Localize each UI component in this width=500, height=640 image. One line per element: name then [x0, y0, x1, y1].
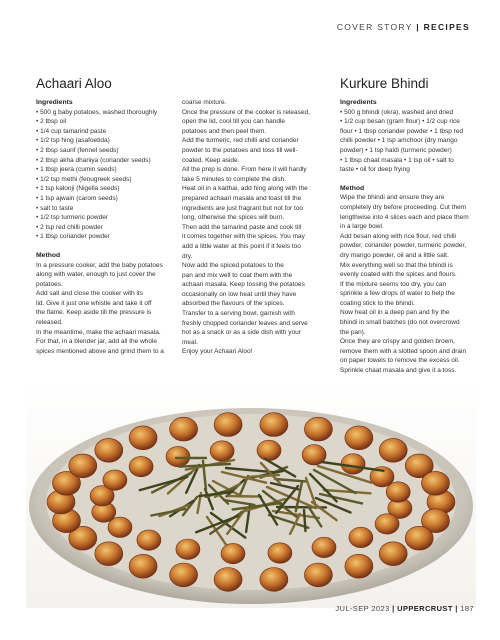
method-line: on paper towels to remove the excess oil.: [340, 357, 460, 365]
method-line: meal.: [182, 338, 198, 346]
method-line: All the prep is done. From here it will hardly: [182, 166, 307, 174]
method-line: Now heat oil in a deep pan and fry the: [340, 309, 450, 317]
potato: [103, 470, 127, 490]
potato: [69, 454, 97, 478]
method-line: evenly coated with the spices and flours.: [340, 271, 457, 279]
potato: [170, 417, 198, 441]
method-line: Wipe the bhindi and ensure they are: [340, 194, 445, 202]
section-separator: |: [416, 22, 420, 32]
method-line: take 5 minutes to complete the dish.: [182, 175, 287, 183]
food-photo: [26, 378, 476, 608]
potato: [349, 527, 373, 547]
potato: [304, 563, 332, 587]
potato: [375, 514, 399, 534]
magazine-name: UPPERCRUST: [397, 604, 453, 613]
ingredient-item: • salt to taste: [36, 204, 74, 212]
method-line: powder, coriander powder, turmeric powder,: [340, 242, 467, 250]
method-line: dry.: [182, 252, 193, 260]
ingredient-item: • 1 tsp kalonji (Nigella seeds): [36, 185, 120, 193]
potato: [137, 530, 161, 550]
ingredient-line: • 1/2 cup besan (gram flour) • 1/2 cup rice: [340, 118, 460, 126]
footer-separator: |: [455, 604, 458, 613]
ingredient-item: • 2 tbsp akha dhaniya (coriander seeds): [36, 156, 151, 164]
method-line: absorbed the flavours of the spices.: [182, 300, 285, 308]
issue-date: JUL-SEP 2023: [335, 604, 390, 613]
column-3: [340, 98, 480, 376]
ingredient-item: • 2 tbsp saunf (fennel seeds): [36, 146, 119, 154]
ingredient-line: flour • 1 tbsp coriander powder • 1 tbsp red: [340, 127, 464, 135]
bhindi-strip: [228, 496, 261, 497]
potato: [345, 426, 373, 450]
method-line: Add salt and close the cooker with its: [36, 290, 143, 298]
method-line: Add the turmeric, red chilli and coriander: [182, 137, 299, 145]
method-line: spices mentioned above and grind them to a: [36, 347, 164, 355]
method-line: If the mixture seems too dry, you can: [340, 280, 447, 288]
method-heading: Method: [36, 251, 61, 259]
ingredient-line: chilli powder • 1 tsp amchoor (dry mango: [340, 137, 458, 145]
method-line: lengthwise into 4 slices each and place them: [340, 213, 469, 221]
ingredient-item: • 2 tbsp oil: [36, 118, 67, 126]
ingredient-item: • 1 tsp ajwain (carom seeds): [36, 194, 118, 202]
method-line: completely dry before proceeding. Cut them: [340, 203, 467, 211]
page-footer: [335, 604, 474, 613]
method-line: Heat oil in a kadhai, add hing along with the: [182, 185, 308, 193]
potato: [166, 446, 190, 466]
ingredient-item: • 1/2 tsp hing (asafoetida): [36, 137, 110, 145]
ingredient-item: • 1/2 tsp methi (fenugreek seeds): [36, 175, 132, 183]
ingredient-line: taste • oil for deep frying: [340, 166, 410, 174]
method-line: long, otherwise the spices will burn.: [182, 214, 285, 222]
potato: [176, 539, 200, 559]
method-line: Now add the spiced potatoes to the: [182, 262, 284, 270]
section-tag: RECIPES: [423, 22, 470, 32]
recipe-title-kurkure-bhindi: Kurkure Bhindi: [340, 76, 429, 91]
potato: [422, 471, 450, 495]
method-line: freshly chopped coriander leaves and serve: [182, 319, 308, 327]
method-line: occasionally on low heat until they have: [182, 290, 297, 298]
method-line: open the lid, cool till you can handle: [182, 118, 285, 126]
method-line: coating stick to the bhindi.: [340, 299, 415, 307]
potato: [379, 438, 407, 462]
method-line: prepared achaari masala and toast till the: [182, 194, 302, 202]
method-line: coated. Keep aside.: [182, 156, 240, 164]
potato: [95, 542, 123, 566]
method-line: in a large bowl.: [340, 223, 384, 231]
ingredients-heading: Ingredients: [36, 99, 73, 106]
potato: [312, 537, 336, 557]
ingredient-line: • 1 tbsp chaat masala • 1 tsp oil • salt to: [340, 156, 454, 164]
method-line: Transfer to a serving bowl, garnish with: [182, 310, 295, 318]
method-line: the flame. Keep aside till the pressure is: [36, 309, 152, 317]
column-1: [36, 98, 178, 356]
method-line: ingredients are just fragrant but not for too: [182, 204, 304, 212]
ingredient-line: powder) • 1 tsp haldi (turmeric powder): [340, 146, 452, 154]
ingredient-item: • 1/2 tsp turmeric powder: [36, 214, 108, 222]
method-line: released.: [36, 319, 63, 327]
method-line: Mix everything well so that the bhindi is: [340, 261, 453, 269]
method-line: it comes together with the spices. You may: [182, 233, 305, 241]
potato: [108, 517, 132, 537]
potato: [260, 568, 288, 592]
method-line: In a pressure cooker, add the baby potatoes: [36, 261, 163, 269]
potato: [345, 554, 373, 578]
method-line: along with water, enough to just cover the: [36, 271, 156, 279]
method-line: add a little water at this point if it feels too: [182, 242, 301, 250]
method-line: lid. Give it just one whistle and take it off: [36, 299, 152, 307]
method-line: Once they are crispy and golden brown,: [340, 338, 455, 346]
ingredients-heading: Ingredients: [340, 99, 377, 106]
method-line: Sprinkle chaat masala and give it a toss.: [340, 367, 457, 375]
potato: [304, 417, 332, 441]
potato: [260, 413, 288, 437]
column-2: [182, 98, 332, 357]
potato: [129, 426, 157, 450]
ingredient-item: • 500 g baby potatoes, washed thoroughly: [36, 108, 158, 116]
potato: [268, 543, 292, 563]
method-line: achaari masala. Keep tossing the potatoes: [182, 281, 305, 289]
ingredient-line: • 500 g bhindi (okra), washed and dried: [340, 108, 454, 116]
method-line: powder to the potatoes and toss till well-: [182, 146, 298, 154]
method-line: In the meantime, make the achaari masala.: [36, 328, 161, 336]
potato: [129, 456, 153, 476]
potato: [379, 542, 407, 566]
ingredient-item: • 1 tbsp jeera (cumin seeds): [36, 166, 117, 174]
potato: [129, 554, 157, 578]
method-line: potatoes.: [36, 280, 63, 288]
potato: [214, 413, 242, 437]
potato: [386, 482, 410, 502]
section-header: [337, 22, 470, 32]
method-line: remove them with a slotted spoon and drain: [340, 347, 467, 355]
potato: [257, 440, 281, 460]
potato: [210, 441, 234, 461]
section-label: COVER STORY: [336, 22, 413, 32]
ingredient-list: [36, 108, 178, 242]
method-line: coarse mixture.: [182, 99, 227, 106]
method-line: Enjoy your Achaari Aloo!: [182, 348, 253, 356]
page-number: 187: [460, 604, 474, 613]
method-line: sprinkle a few drops of water to help the: [340, 290, 455, 298]
method-line: dry mango powder, oil and a little salt.: [340, 251, 449, 259]
recipe-title-achaari-aloo: Achaari Aloo: [36, 76, 112, 91]
method-line: Then add the tamarind paste and cook till: [182, 223, 302, 231]
method-line: potatoes and then peel them.: [182, 127, 267, 135]
method-heading: Method: [340, 184, 365, 192]
potato: [221, 543, 245, 563]
method-line: bhindi in small batches (do not overcrowd: [340, 319, 460, 327]
footer-separator: |: [392, 604, 395, 613]
method-line: pan and mix well to coat them with the: [182, 271, 293, 279]
potato: [95, 438, 123, 462]
method-line: For that, in a blender jar, add all the whole: [36, 338, 158, 346]
ingredient-item: • 1 tbsp coriander powder: [36, 233, 110, 241]
method-line: Add besan along with rice flour, red chilli: [340, 232, 456, 240]
ingredient-item: • 1/4 cup tamarind paste: [36, 127, 107, 135]
ingredient-item: • 2 tsp red chilli powder: [36, 223, 103, 231]
bhindi-strip: [304, 510, 306, 531]
potato: [170, 563, 198, 587]
potato: [214, 568, 242, 592]
potato: [405, 526, 433, 550]
potato: [341, 454, 365, 474]
method-line: Once the pressure of the cooker is released,: [182, 108, 310, 116]
method-line: the pan).: [340, 328, 366, 336]
method-line: hot as a snack or as a side dish with your: [182, 329, 301, 337]
